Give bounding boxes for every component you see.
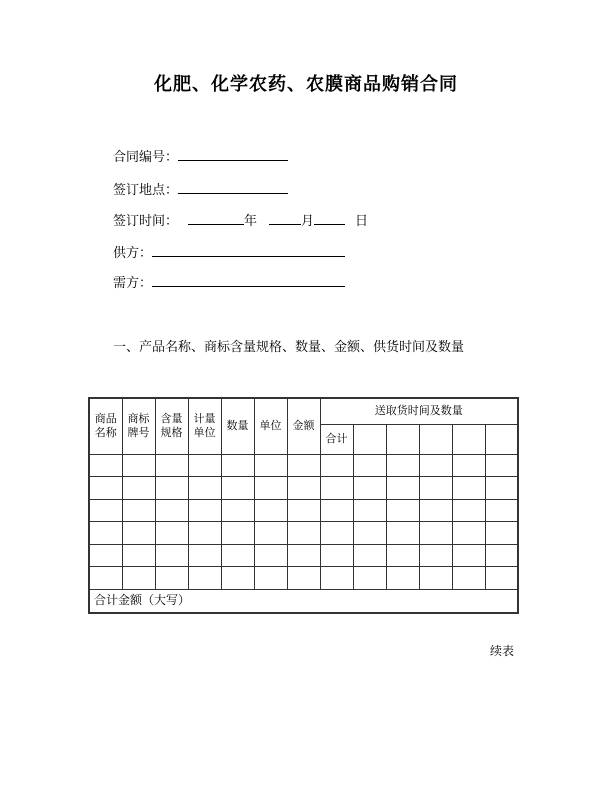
empty-cell <box>419 477 452 500</box>
goods-table <box>88 397 519 614</box>
empty-cell <box>485 454 518 477</box>
empty-cell <box>320 522 353 545</box>
empty-cell <box>419 522 452 545</box>
empty-cell <box>419 499 452 522</box>
signing-time-year-blank <box>188 212 244 225</box>
empty-cell <box>353 522 386 545</box>
empty-cell <box>89 544 122 567</box>
empty-cell <box>287 454 320 477</box>
continued-note: 续表 <box>490 644 515 658</box>
empty-cell <box>320 567 353 590</box>
empty-cell <box>386 454 419 477</box>
table-row <box>89 499 518 522</box>
buyer-label: 需方： <box>113 275 153 290</box>
empty-cell <box>287 567 320 590</box>
table-header <box>89 398 518 454</box>
empty-cell <box>89 522 122 545</box>
empty-cell <box>221 522 254 545</box>
signing-place-field <box>113 181 288 198</box>
total-amount-row: 合计金额（大写） <box>89 589 518 613</box>
empty-cell <box>386 499 419 522</box>
empty-cell <box>452 424 485 454</box>
empty-cell <box>122 477 155 500</box>
empty-cell <box>188 522 221 545</box>
empty-cell <box>221 454 254 477</box>
empty-cell <box>287 544 320 567</box>
buyer-field <box>113 274 345 291</box>
empty-cell <box>353 544 386 567</box>
empty-cell <box>287 499 320 522</box>
empty-cell <box>122 567 155 590</box>
table-body <box>89 454 518 589</box>
empty-cell <box>485 522 518 545</box>
empty-cell <box>485 567 518 590</box>
empty-cell <box>122 544 155 567</box>
section-heading: 一、产品名称、商标含量规格、数量、金额、供货时间及数量 <box>113 339 465 354</box>
table-row <box>89 567 518 590</box>
empty-cell <box>254 477 287 500</box>
empty-cell <box>155 477 188 500</box>
empty-cell <box>452 499 485 522</box>
empty-cell <box>485 477 518 500</box>
empty-cell <box>221 544 254 567</box>
empty-cell <box>353 567 386 590</box>
empty-cell <box>386 522 419 545</box>
empty-cell <box>419 424 452 454</box>
table-row <box>89 477 518 500</box>
empty-cell <box>89 477 122 500</box>
empty-cell <box>89 499 122 522</box>
empty-cell <box>221 477 254 500</box>
col-header-quantity: 数量 <box>221 398 254 454</box>
empty-cell <box>155 567 188 590</box>
empty-cell <box>419 544 452 567</box>
supplier-blank <box>152 244 345 257</box>
contract-number-blank <box>178 148 288 161</box>
empty-cell <box>353 424 386 454</box>
empty-cell <box>122 522 155 545</box>
empty-cell <box>155 522 188 545</box>
empty-cell <box>452 454 485 477</box>
buyer-blank <box>152 274 345 287</box>
empty-cell <box>485 499 518 522</box>
empty-cell <box>386 477 419 500</box>
empty-cell <box>254 454 287 477</box>
empty-cell <box>485 544 518 567</box>
signing-time-label: 签订时间： <box>113 213 179 228</box>
supplier-field <box>113 244 345 261</box>
empty-cell <box>155 499 188 522</box>
month-suffix-label: 月 <box>301 213 315 228</box>
empty-cell <box>386 424 419 454</box>
table-row <box>89 522 518 545</box>
signing-time-day-blank <box>314 212 345 225</box>
empty-cell <box>89 454 122 477</box>
supplier-label: 供方： <box>113 245 153 260</box>
empty-cell <box>287 477 320 500</box>
empty-cell <box>386 567 419 590</box>
delivery-total-label-cell: 合计 <box>320 424 353 454</box>
empty-cell <box>353 454 386 477</box>
contract-number-field <box>113 148 288 165</box>
empty-cell <box>188 567 221 590</box>
empty-cell <box>419 454 452 477</box>
empty-cell <box>155 454 188 477</box>
empty-cell <box>155 544 188 567</box>
empty-cell <box>254 567 287 590</box>
document-title: 化肥、化学农药、农膜商品购销合同 <box>154 74 458 94</box>
empty-cell <box>353 499 386 522</box>
empty-cell <box>320 499 353 522</box>
contract-number-label: 合同编号： <box>113 149 179 164</box>
empty-cell <box>188 499 221 522</box>
empty-cell <box>122 499 155 522</box>
empty-cell <box>89 567 122 590</box>
col-header-delivery-group: 送取货时间及数量 <box>320 398 518 424</box>
empty-cell <box>254 544 287 567</box>
empty-cell <box>386 544 419 567</box>
empty-cell <box>320 544 353 567</box>
empty-cell <box>452 567 485 590</box>
empty-cell <box>188 454 221 477</box>
empty-cell <box>452 544 485 567</box>
empty-cell <box>320 477 353 500</box>
empty-cell <box>221 499 254 522</box>
empty-cell <box>287 522 320 545</box>
col-header-unit: 单位 <box>254 398 287 454</box>
col-header-measure-unit: 计量单位 <box>188 398 221 454</box>
empty-cell <box>122 454 155 477</box>
col-header-trademark-brand: 商标牌号 <box>122 398 155 454</box>
empty-cell <box>452 522 485 545</box>
signing-place-blank <box>178 181 288 194</box>
col-header-product-name: 商品名称 <box>89 398 122 454</box>
empty-cell <box>452 477 485 500</box>
empty-cell <box>320 454 353 477</box>
signing-time-field <box>113 212 368 229</box>
empty-cell <box>188 477 221 500</box>
signing-place-label: 签订地点： <box>113 182 179 197</box>
signing-time-month-blank <box>269 212 301 225</box>
empty-cell <box>419 567 452 590</box>
empty-cell <box>188 544 221 567</box>
table-footer <box>89 589 518 613</box>
empty-cell <box>221 567 254 590</box>
day-suffix-label: 日 <box>355 213 369 228</box>
col-header-amount: 金额 <box>287 398 320 454</box>
empty-cell <box>353 477 386 500</box>
col-header-content-spec: 含量规格 <box>155 398 188 454</box>
table-row <box>89 454 518 477</box>
empty-cell <box>254 499 287 522</box>
year-suffix-label: 年 <box>244 213 258 228</box>
empty-cell <box>254 522 287 545</box>
empty-cell <box>485 424 518 454</box>
table-row <box>89 544 518 567</box>
